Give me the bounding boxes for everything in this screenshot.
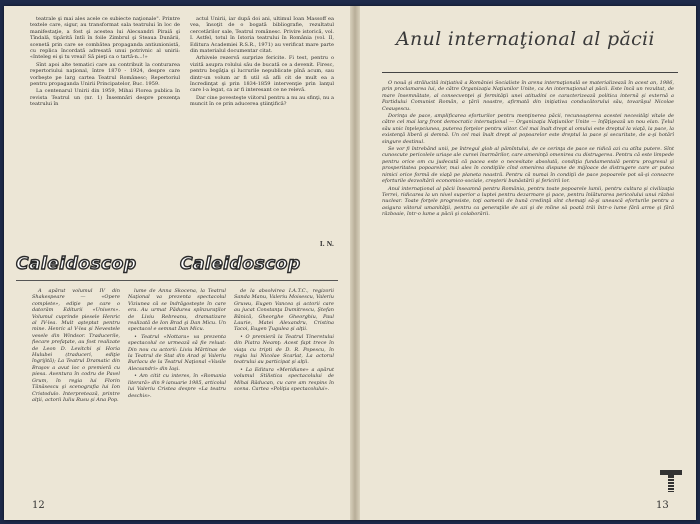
paragraph: O nouă şi strălucită iniţiativă a României Socialiste în arena internaţională se materializează în acest an, 1986, prin proclamarea lui, de către Organizaţia Naţiunilor Unite, ca An internaţional al păcii. Este încă un rezultat, de mare însemnătate, al consecvenţei şi fermităţii unei atitudini ce caracterizează politica internă şi externă a Partidului Comunist Român, a ţării noastre, afirmată din iniţiativa conducătorului său, tovarăşul Nicolae Ceauşescu. <box>382 80 674 112</box>
paragraph: • La Editura «Meridiane» a apărut volumul Stilistica spectacolului de Mihai Răducan, cu care am respins în scena. Cartea «Poliţia spectacolului». <box>234 366 334 393</box>
page-number: 13 <box>656 500 669 511</box>
masthead-title: Caleidoscop <box>180 254 301 274</box>
paragraph: Dar cine povesteşte viitorul pentru a nu au sfinţi, nu a muncit în ce prin aducerea ştiinţifică? <box>190 94 334 108</box>
article-body <box>382 80 674 488</box>
news-column-1 <box>32 288 120 496</box>
article-column-2 <box>190 16 334 236</box>
page-number: 12 <box>32 500 45 511</box>
news-column-3 <box>234 288 334 496</box>
paragraph: lume de Anna Skocena, la Teatrul Naţional va prezenta spectacolul Viziunea că se îndrăgosteşte în care era. Au urmat Pădurea spînzuraţilor de Liviu Rebreanu, dramatizare realizată de Ion Brad şi Dan Micu. Un spectacol e semnat Dan Micu. <box>128 288 226 333</box>
paragraph: Anul internaţional al păcii înseamnă pentru România, pentru toate popoarele lumii, pentru cultura şi civilizaţia Terrei, ridicarea la un nivel superior a luptei pentru dezarmare şi pace, pentru înlăturarea pericolului unui război nuclear. Toate forţele progresiste, toţi oamenii de bună credinţă sînt chemaţi să-şi unească eforturile pentru a asigura viitorul umanităţii, pentru ca generaţiile de azi şi de mîine să poată trăi într-o lume fără arme şi fără războaie, într-o lume a păcii şi colaborării. <box>382 185 674 218</box>
paragraph: teatrale şi mai ales acele ce subiecte naţionale". Printre textele care, sigur, au transformat sala teatrului în loc de manifestaţie, a fost şi acestea lui Alecsandri Piraiă şi Tîndală, tipărită întîi în foile Zimbrul şi Steaua Dunării, scenetă prin care se combătea propaganda antiunionistă, cu replica încordată adresată unui potrivnic al unirii: «Inteleg ei şi tu vreai! Să pieţi ca o tartă-n...!» <box>30 16 180 61</box>
paragraph: • Teatrul «Nottara» va prezenta spectacolul ce urmează să fie reluat: Din nou cu actorii: Liviu Mărtinas de la Teatrul de Stat din Arad şi Valeriu Burlacu de la Teatrul Naţional «Vasile Alecsandri» din Iaşi. <box>128 333 226 372</box>
left-page <box>4 6 350 520</box>
paragraph: Sînt apoi alte tematici care au contribuit la conturarea repertoriului naţional, între 1870 - 1924, despre care vorbeşte pe larg cartea Teatrul Românesc; Repertoriul pentru propaganda Unirii Principatelor, Buc. 1959. <box>30 61 180 88</box>
masthead-title: Caleidoscop <box>16 254 137 274</box>
article-title: Anul internaţional al păcii <box>396 28 655 50</box>
paragraph: • O premieră la Teatrul Tineretului din Piatra Neamţ: Acest fapt trece în viaţa cu tripti de D. R. Popescu, în regia lui Nicolae Scarlat, La actorul teatrului au participat şi alţii. <box>234 333 334 366</box>
paragraph: A apărut volumul IV din Shakespeare — «Opere complete», ediţie pe care o datorăm Editurii «Univers». Volumul cuprinde piesele Henric al IV-lea. Mult aşteptat pentru mine. Henric al V-lea şi Nevestele vesele din Windsor. Traducerile, fiecare prefaţate, au fost realizate de Leon D. Levitchi şi Horia Hulubei (traduceri, ediţie îngrijită); La Teatrul Dramatic din Braşov a avut loc o premieră cu piesa. Aventura în codru de Pavel Grum, în regia lui Florin Tănăsescu şi scenografia lui Ion Cristodulo. Interpretează, printre alţii, actorii Iuliu Rusu şi Ana Pop. <box>32 288 120 403</box>
paragraph: Se vor fi întrebând unii, pe întregul glob al pămîntului, de ce cerinţa de pace se ridică azi cu atîta putere. Sînt cunoscute pericolele uriaşe ale cursei înarmărilor, care ameninţă omenirea cu distrugerea. Pentru că este limpede pentru orice om cu judecată că pacea este o necesitate absolută, condiţia fundamentală pentru progresul şi prosperitatea popoarelor, mai ales în condiţiile cînd omenirea dispune de mijloace de distrugere care ar putea nimici orice formă de viaţă pe planeta noastră. Pentru că numai în condiţii de pace popoarele pot să-şi consacre eforturile dezvoltării economico-sociale, creşterii bunăstării şi fericirii lor. <box>382 146 674 185</box>
section-ornament <box>660 470 682 492</box>
paragraph: de la absolvirea I.A.T.C., regizorii Sanda Manu, Valeriu Moisescu, Valeriu Gruwu, Eugen Vancea şi actorii care au jucat Constanţa Dumitrescu, Ştefan Bănică, Gheorghe Gheorghiu, Paul Laurie, Matei Alexandru, Cristina Tacoi, Eugen Ţugulea şi alţii. <box>234 288 334 333</box>
right-page <box>360 6 696 520</box>
masthead-rule <box>16 280 338 281</box>
paragraph: Dorinţa de pace, amplificarea eforturilor pentru menţinerea păcii, recunoaşterea acestei necesităţi vitale de către cel mai larg front democratic internaţional — Organizaţia Naţiunilor Unite — înfăţişează un nou elan. Ţelul său unic înţelepciunea, puterea forţelor pentru viitor. Cel mai înalt drept al omului este dreptul la viaţă, la pace, la existenţă liberă şi demnă. Un cel mai înalt drept al popoarelor este dreptul la pace şi securitate, de a-şi hotărî singure destinul. <box>382 113 674 145</box>
book-gutter <box>350 6 360 520</box>
section-masthead <box>16 252 336 276</box>
paragraph: • Am citit cu interes, în «Romania literară» din 9 ianuarie 1985, articolul lui Valeriu Cristea despre «La teatru deschis». <box>128 373 226 399</box>
title-rule <box>382 72 678 73</box>
news-column-2 <box>128 288 226 496</box>
magazine-spread <box>4 6 696 520</box>
paragraph: Arhivele rezervă surprize fericite. Fi test, pentru o vizită asupra rolului său de bucată ce a devenit. Firesc, pentru bogăţia şi lucrurile nepublicate pînă acum, sau dintr-un volum ar fi util să afli cit de mult ea a încredinţat şi prin 1834-1859 intervenţie prin lanţul care l-a legat, ca ar fi interesant ce ne relevă. <box>190 55 334 94</box>
paragraph: La centenarul Unirii din 1959, Mihai Florea publica în revista Teatrul un (nr. 1) Însemnări despre prezenţa teatrului în <box>30 88 180 108</box>
article-byline: I. N. <box>319 241 334 248</box>
article-column-1 <box>30 16 180 241</box>
paragraph: actul Unirii, iar după doi ani, ultimul Ioan Massoff ea vea, însoţit de o bogată bibliografie, rezultatul cercetărilor sale, Teatrul românesc. Privire istorică, vol. I. Astfel, totul în Istoria teatrului în România (vol. II, Editura Academiei R.S.R., 1971) au verificat mare parte din materialul documentar citat. <box>190 16 334 55</box>
